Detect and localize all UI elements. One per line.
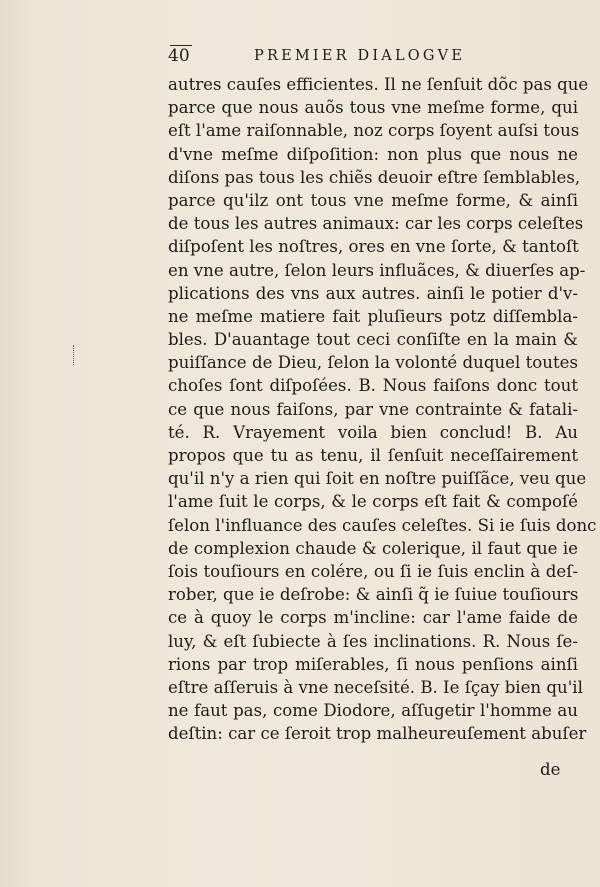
text-line: qu'il n'y a rien qui ſoit en noſtre puiſſãce, veu que bbox=[168, 469, 587, 489]
text-line: ſelon l'influance des cauſes celeſtes. Si ie ſuis donc bbox=[168, 515, 597, 535]
body-text bbox=[168, 73, 597, 745]
catchword: de bbox=[540, 760, 561, 779]
running-head bbox=[168, 42, 578, 70]
text-line: plications des vns aux autres. ainſi le potier d'v- bbox=[168, 283, 578, 303]
text-line: ne faut pas, come Diodore, aſſugetir l'homme au bbox=[168, 701, 578, 721]
text-line: bles. D'auantage tout ceci conſiſte en la main & bbox=[168, 330, 578, 350]
running-head-title: PREMIER DIALOGVE bbox=[254, 48, 466, 64]
text-line: deſtin: car ce ſeroit trop malheureuſement abuſer bbox=[168, 724, 587, 744]
text-line: choſes ſont diſpoſées. B. Nous faiſons donc tout bbox=[168, 376, 578, 396]
text-line: parce que nous auõs tous vne meſme forme, qui bbox=[168, 98, 578, 118]
text-line: de tous les autres animaux: car les corps celeſtes bbox=[168, 214, 584, 234]
text-line: eſtre aſſeruis à vne neceſsité. B. Ie ſçay bien qu'il bbox=[168, 677, 583, 697]
text-line: autres cauſes efficientes. Il ne ſenſuit dõc pas que bbox=[168, 75, 589, 94]
text-line: rions par trop miſerables, ſi nous penſions ainſi bbox=[168, 654, 578, 674]
page-number: 40 bbox=[168, 46, 190, 66]
text-line: de complexion chaude & colerique, il faut que ie bbox=[168, 538, 578, 558]
text-line: eſt l'ame raiſonnable, noz corps ſoyent auſsi tous bbox=[168, 121, 580, 141]
text-line: diſpoſent les noſtres, ores en vne ſorte, & tantoſt bbox=[168, 237, 579, 257]
text-line: ſois touſiours en colére, ou ſi ie ſuis enclin à deſ- bbox=[168, 561, 578, 581]
text-line: propos que tu as tenu, il ſenſuit neceſſairement bbox=[168, 446, 578, 465]
text-line: puiſſance de Dieu, ſelon la volonté duquel toutes bbox=[168, 353, 578, 373]
text-line: rober, que ie deſrobe: & ainſi q̃ ie ſuiue touſiours bbox=[168, 585, 579, 605]
margin-mark bbox=[73, 345, 76, 365]
text-line: ce que nous faiſons, par vne contrainte & fatali- bbox=[168, 399, 578, 419]
text-line: luy, & eſt ſubiecte à ſes inclinations. R. Nous ſe- bbox=[168, 631, 578, 651]
text-line: ne meſme matiere fait pluſieurs potz diſſembla- bbox=[168, 306, 578, 326]
text-line: ce à quoy le corps m'incline: car l'ame faide de bbox=[168, 608, 578, 628]
text-line: d'vne meſme diſpoſition: non plus que nous ne bbox=[168, 144, 578, 164]
text-line: l'ame ſuit le corps, & le corps eſt fait & compoſé bbox=[168, 492, 578, 512]
text-line: en vne autre, ſelon leurs influãces, & diuerſes ap- bbox=[168, 260, 586, 280]
text-line: diſons pas tous les chiẽs deuoir eſtre ſemblables, bbox=[168, 167, 581, 187]
text-line: té. R. Vrayement voila bien conclud! B. Au bbox=[168, 422, 578, 442]
text-line: parce qu'ilz ont tous vne meſme forme, & ainſi bbox=[168, 190, 578, 210]
